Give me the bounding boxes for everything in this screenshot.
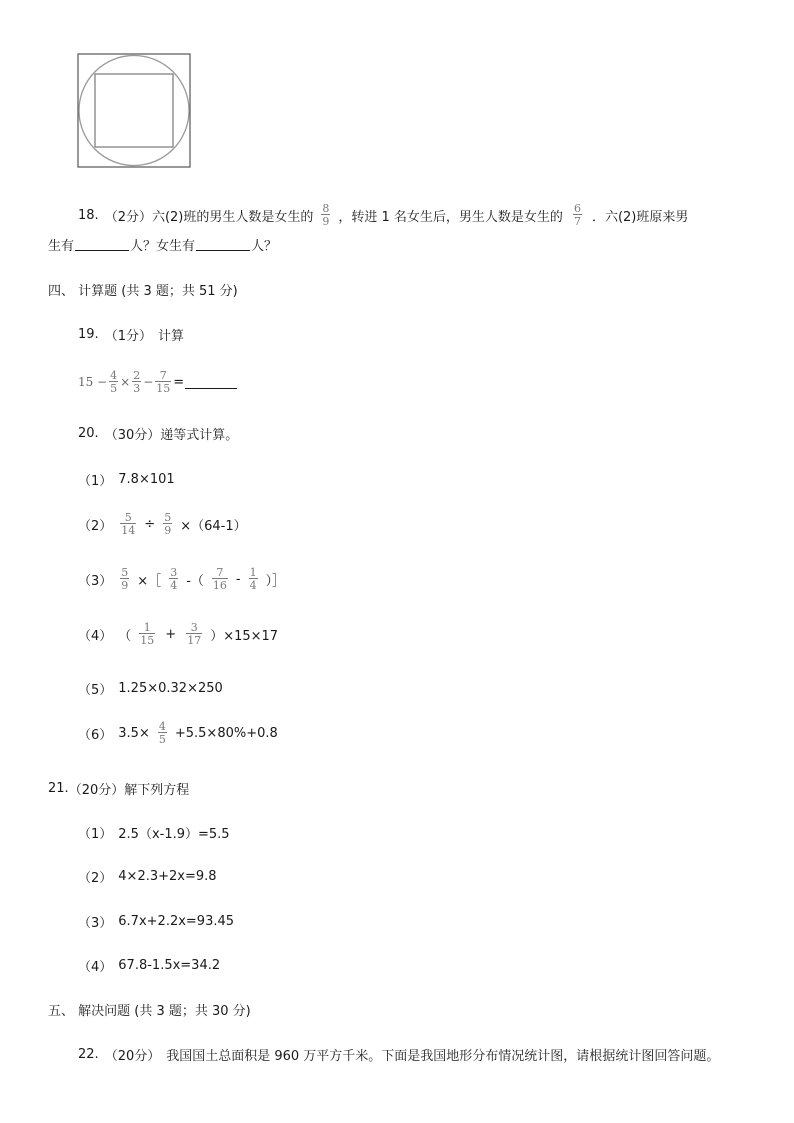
q20-item-4-fraction-1: $\frac{1}{15}$ [140,621,155,647]
q21-item-3-expr: 6.7x+2.2x=93.45 [118,914,235,929]
q19-fraction-1: $\frac{4}{5}$ [110,369,118,395]
q21-score: （20分） [68,783,125,798]
q20-item-2 [78,512,247,536]
q20-label: 递等式计算。 [160,428,239,443]
q20-item-3-mid-2: -（ [186,573,204,589]
q19-label: 计算 [157,329,184,344]
question-19 [78,325,184,344]
q19-equals: = [173,374,185,390]
q20-item-5 [78,679,223,698]
q20-item-3-index: （3） [78,573,113,589]
q20-item-4-tail: ）×15×17 [210,628,279,644]
q20-item-5-expr: 1.25×0.32×250 [118,681,223,696]
q18-line2-c: 人？ [251,239,278,254]
q20-item-4-index: （4） [78,628,113,644]
q18-score: （2分） [104,209,152,225]
q21-item-3 [78,912,234,931]
q20-item-2-tail: ×（64-1） [180,518,247,534]
q20-item-4-op: + [165,626,177,642]
q20-item-3-tail: ）］ [265,573,286,589]
q20-item-3-fraction-1: $\frac{5}{9}$ [121,566,129,592]
q19-number: 19. [78,327,99,342]
q20-item-1 [78,470,175,489]
q18-text-a: 六(2)班的男生人数是女生的 [151,209,314,225]
q21-item-2-expr: 4×2.3+2x=9.8 [118,869,217,884]
q20-item-2-fraction-1: $\frac{5}{14}$ [121,511,136,537]
inner-square [95,74,173,147]
q19-score: （1分） [104,329,152,344]
q18-fraction-1: $\frac{8}{9}$ [322,202,330,228]
q20-item-6 [78,721,278,745]
q18-text-b: ，转进 1 名女生后，男生人数是女生的 [338,209,563,225]
q21-item-4 [78,956,220,975]
q21-item-2 [78,867,217,886]
q20-item-6-lead: 3.5× [118,725,150,741]
q21-item-4-index: （4） [78,960,113,975]
q20-item-4-fraction-2: $\frac{3}{17}$ [187,621,202,647]
q21-number: 21. [48,781,69,796]
q22-score: （20分） [104,1049,161,1064]
q19-lead: 15 − [78,375,108,389]
q19-answer-blank[interactable] [185,376,237,389]
section-5-heading: 五、 解决问题 (共 3 题；共 30 分) [48,1004,251,1019]
question-18-line-2 [48,235,277,254]
q20-item-3-fraction-4: $\frac{1}{4}$ [249,566,257,592]
q21-item-1-expr: 2.5（x-1.9）=5.5 [118,827,230,842]
q21-item-1-index: （1） [78,827,113,842]
q20-item-2-index: （2） [78,518,113,534]
q20-item-3-mid-1: ×［ [137,573,162,589]
q20-item-4 [78,622,278,646]
q18-answer-blank-girls[interactable] [196,238,250,251]
q20-item-3 [78,567,285,591]
question-20 [78,424,238,443]
q19-expression [78,370,238,394]
q18-line2-b: 人？女生有 [130,239,196,254]
q18-line2-a: 生有 [48,239,75,254]
q20-score: （30分） [104,428,161,443]
q19-fraction-3: $\frac{7}{15}$ [156,369,171,395]
q21-item-1 [78,823,230,842]
q20-number: 20. [78,426,99,441]
q19-op2: − [143,375,154,389]
q20-item-4-open: （ [118,628,132,644]
question-21 [48,779,189,798]
question-18 [78,203,688,227]
q20-item-5-index: （5） [78,683,113,698]
question-22 [78,1045,719,1064]
q22-text: 我国国土总面积是 960 万平方千米。下面是我国地形分布情况统计图，请根据统计图回答问题。 [166,1049,720,1064]
q21-item-4-expr: 67.8-1.5x=34.2 [118,958,221,973]
q19-fraction-2: $\frac{2}{3}$ [133,369,141,395]
q22-number: 22. [78,1047,99,1062]
section-4-heading: 四、 计算题 (共 3 题；共 51 分) [48,284,238,299]
q21-item-2-index: （2） [78,871,113,886]
q20-item-3-mid-3: - [235,571,241,587]
square-circle-figure [77,53,192,169]
q20-item-6-tail: +5.5×80%+0.8 [174,725,278,741]
q18-answer-blank-boys[interactable] [75,238,129,251]
q20-item-6-fraction: $\frac{4}{5}$ [158,720,166,746]
q20-item-3-fraction-2: $\frac{3}{4}$ [170,566,178,592]
q20-item-6-index: （6） [78,727,113,743]
q20-item-2-fraction-2: $\frac{5}{9}$ [164,511,172,537]
q18-fraction-2: $\frac{6}{7}$ [573,202,581,228]
q21-label: 解下列方程 [124,783,190,798]
q19-op1: × [120,375,131,389]
q21-item-3-index: （3） [78,916,113,931]
q18-number: 18. [78,207,99,223]
q20-item-1-expr: 7.8×101 [118,472,175,487]
q20-item-3-fraction-3: $\frac{7}{16}$ [212,566,227,592]
q18-text-c: ．六(2)班原来男 [591,209,689,225]
q20-item-1-index: （1） [78,474,113,489]
q20-item-2-op: ÷ [144,516,156,532]
